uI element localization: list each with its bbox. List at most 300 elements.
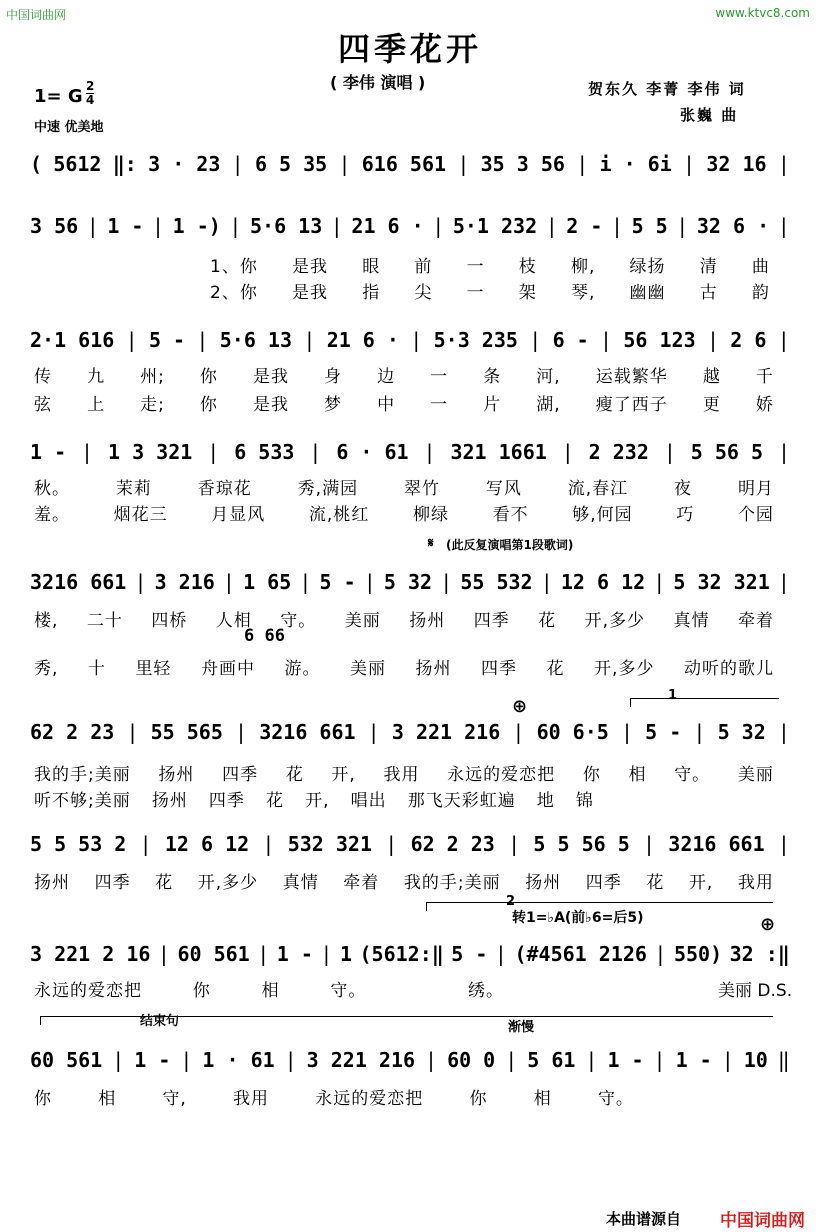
barline: | (494, 942, 507, 966)
lyric-word: 秀, (34, 659, 59, 679)
lyric-word: 扬州 (151, 791, 188, 811)
lyric-word: 九 (87, 367, 106, 387)
note-group: 56 123 (623, 328, 696, 352)
lyric-word: 楼, (34, 611, 59, 631)
barline: | (385, 832, 398, 856)
lyric-word: 秀,满园 (297, 479, 359, 499)
lyric-word: 里轻 (135, 659, 172, 679)
note-group: 3216 661 (668, 832, 765, 856)
lyric-word: 明月 (737, 479, 774, 499)
barline: | (505, 1048, 518, 1072)
lyric-word: 上 (87, 395, 106, 415)
note-group: 35 3 56 (480, 152, 565, 176)
lyric-line-verse2 (34, 654, 774, 679)
lyric-word: 四季 (208, 791, 245, 811)
lyric-word: 扬州 (409, 611, 446, 631)
lyric-word: 流,桃红 (308, 505, 370, 525)
note-group: 3216 661 (30, 570, 127, 594)
lyric-word: 地 (536, 791, 555, 811)
note-group: 3 221 2 16 (30, 942, 151, 966)
barline: | (777, 214, 790, 238)
lyric-word: 一 (466, 257, 485, 277)
note-group: 3 221 216 (306, 1048, 416, 1072)
lyric-word: 绿扬 (629, 257, 666, 277)
lyric-word: 翠竹 (403, 479, 440, 499)
lyric-word: 锦 (575, 791, 594, 811)
barline: | (320, 942, 333, 966)
lyric-word: 花 (646, 873, 665, 893)
lyric-word: 河, (536, 367, 561, 387)
lyric-word: 秋。 (34, 479, 70, 499)
notation-system-7 (30, 832, 790, 856)
lyric-word: 越 (702, 367, 721, 387)
lyric-word: 十 (87, 659, 106, 679)
source-label: 本曲谱源自 (606, 1210, 682, 1228)
lyric-word: 舟画中 (200, 659, 255, 679)
singer-credit: ( 李伟 演唱 ) (330, 73, 426, 92)
barline: | (706, 328, 719, 352)
lyric-word: 守。 (330, 981, 367, 1001)
lyric-word: 巧 (676, 505, 695, 525)
note-group: (5612:‖ (359, 942, 444, 966)
lyric-word: 那飞天彩虹遍 (407, 791, 516, 811)
lyric-line-verse2 (34, 390, 774, 415)
lyric-word: 守。 (280, 611, 317, 631)
barline: | (512, 720, 525, 744)
lyric-word: 边 (377, 367, 396, 387)
lyric-word: 流,春江 (567, 479, 629, 499)
lyric-word: 你 (199, 395, 218, 415)
barline: | (777, 440, 790, 464)
note-group: 60 561 (177, 942, 250, 966)
lyric-line-verse1 (34, 760, 774, 785)
barline: | (309, 440, 322, 464)
lyric-word: 花 (538, 611, 557, 631)
barline: | (610, 214, 624, 238)
lyric-word: 我用 (383, 765, 420, 785)
lyric-word: 开, (305, 791, 330, 811)
lyric-word: 更 (702, 395, 721, 415)
tempo-marking: 中速 优美地 (34, 120, 104, 135)
lyric-word: 扬州 (158, 765, 195, 785)
note-group: 60 561 (30, 1048, 103, 1072)
lyric-word: 花 (266, 791, 285, 811)
notation-system-9 (30, 1048, 790, 1072)
barline: | (231, 152, 244, 176)
lyric-word: 尖 (414, 283, 433, 303)
lyric-word: 扬州 (34, 873, 70, 893)
note-group: 2 232 (588, 440, 649, 464)
lyric-word: 唱出 (350, 791, 387, 811)
note-group: 5·6 13 (219, 328, 293, 352)
lyric-word: 眼 (362, 257, 381, 277)
notation-system-5 (30, 570, 790, 594)
barline: | (112, 1048, 125, 1072)
lyric-word: 我用 (737, 873, 774, 893)
lyric-word: 守。 (674, 765, 711, 785)
lyric-word: 你 (34, 1089, 52, 1109)
note-group: 1 · 61 (202, 1048, 275, 1072)
note-group: 1 - (107, 214, 144, 238)
notation-system-8 (30, 942, 790, 966)
lyric-word: 片 (483, 395, 502, 415)
note-group: 60 6·5 (536, 720, 609, 744)
lyric-word: 开,多少 (197, 873, 259, 893)
note-group: 2 - (566, 214, 603, 238)
ending-label: 结束句 (140, 1014, 180, 1029)
barline: | (693, 720, 706, 744)
time-signature (86, 80, 94, 107)
lyric-word: 架 (518, 283, 537, 303)
lyric-word: 月显风 (211, 505, 266, 525)
note-group: 5 61 (527, 1048, 576, 1072)
note-group: (#4561 2126 (514, 942, 647, 966)
ds-label: 美丽 D.S. (718, 981, 793, 1001)
time-signature-bottom: 4 (86, 93, 95, 107)
lyric-word: 美丽 (344, 611, 381, 631)
barline: | (86, 214, 99, 238)
coda-sign-1: ⊕ (512, 696, 528, 717)
lyric-word: 1、你 (210, 257, 258, 277)
notation-system-3 (30, 328, 790, 352)
note-group: 32 :‖ (729, 942, 790, 966)
volta-2-label: 2 (506, 894, 516, 909)
notation-system-1 (30, 152, 790, 176)
lyric-word: 人相 (215, 611, 252, 631)
note-group: 1 65 (243, 570, 292, 594)
lyric-word: 相 (533, 1089, 552, 1109)
lyric-word: 古 (699, 283, 718, 303)
note-group: 10 (743, 1048, 768, 1072)
lyric-word: 我的手;美丽 (34, 765, 131, 785)
note-group: 3 56 (30, 214, 79, 238)
lyric-word: 永远的爱恋把 (34, 981, 142, 1001)
note-group: 3216 661 (259, 720, 356, 744)
watermark-right: www.ktvc8.com (715, 6, 810, 20)
lyric-word: 你 (469, 1089, 488, 1109)
note-group: 5612 (53, 152, 102, 176)
lyric-word: 开, (688, 873, 714, 893)
note-group: 62 2 23 (410, 832, 495, 856)
barline: | (529, 328, 542, 352)
barline: | (367, 720, 380, 744)
note-group: 2 6 (730, 328, 767, 352)
lyric-word: 中 (377, 395, 396, 415)
note-group: 21 6 · (351, 214, 424, 238)
barline: | (207, 440, 220, 464)
lyric-word: 枝 (518, 257, 537, 277)
note-group: 5 56 5 (690, 440, 764, 464)
repeat-note: (此反复演唱第1段歌词) (446, 538, 574, 552)
barline: | (721, 1048, 734, 1072)
time-signature-top: 2 (86, 79, 95, 93)
lyric-word: 二十 (86, 611, 123, 631)
barline: | (262, 832, 275, 856)
lyric-word: 香琼花 (197, 479, 252, 499)
coda-sign-2: ⊕ (760, 914, 776, 935)
note-group: 55 565 (150, 720, 223, 744)
lyricist-credit: 贺东久 李菁 李伟 词 (588, 80, 746, 98)
lyric-word: 烟花三 (113, 505, 168, 525)
barline: | (545, 214, 558, 238)
watermark-left: 中国词曲网 (6, 8, 67, 22)
lyric-word: 守, (162, 1089, 187, 1109)
lyric-word: 夜 (674, 479, 693, 499)
note-group: i · 6i (599, 152, 672, 176)
composer-credit: 张巍 曲 (680, 106, 739, 124)
lyric-word: 条 (483, 367, 502, 387)
key-signature: 1= G (34, 86, 83, 107)
segno-sign: 𝄋 (428, 536, 434, 551)
source-site-link[interactable]: 中国词曲网 (720, 1211, 805, 1231)
lyric-word: 相 (98, 1089, 117, 1109)
barline: | (139, 832, 152, 856)
barline: | (338, 152, 351, 176)
lyric-word: 开, (331, 765, 356, 785)
lyric-word: 我的手;美丽 (403, 873, 501, 893)
note-group: 32 6 · (696, 214, 770, 238)
lyric-word: 相 (261, 981, 280, 1001)
lyric-word: 柳绿 (412, 505, 449, 525)
lyric-word: 写风 (485, 479, 522, 499)
barline: | (457, 152, 470, 176)
note-group: 5 32 (383, 570, 433, 594)
barline: | (777, 152, 790, 176)
lyric-word: 美丽 (349, 659, 386, 679)
lyric-word: 羞。 (34, 505, 70, 525)
barline: | (196, 328, 209, 352)
note-group: 1 - (30, 440, 67, 464)
lyric-word: 瘦了西子 (595, 395, 668, 415)
lyric-word: 牵着 (343, 873, 380, 893)
lyric-line-verse1 (210, 252, 770, 277)
lyric-word: 花 (546, 659, 565, 679)
lyric-word: 游。 (284, 659, 321, 679)
lyric-word: 州; (140, 367, 165, 387)
barline: | (126, 720, 139, 744)
barline: | (257, 942, 270, 966)
lyric-word: 娇 (755, 395, 774, 415)
lyric-word: 弦 (34, 395, 52, 415)
lyric-word: 开,多少 (594, 659, 655, 679)
note-group: 60 0 (447, 1048, 496, 1072)
lyric-word: 我用 (233, 1089, 270, 1109)
barline: | (540, 570, 553, 594)
lyric-word: 2、你 (210, 283, 258, 303)
lyric-word: 指 (362, 283, 381, 303)
lyric-word: 个园 (737, 505, 774, 525)
note-group: 5 - (319, 570, 356, 594)
barline: | (653, 570, 666, 594)
lyric-word: 传 (34, 367, 52, 387)
barline: | (284, 1048, 297, 1072)
note-group: 5·6 13 (249, 214, 323, 238)
lyric-word: 是我 (252, 395, 289, 415)
barline: | (152, 214, 165, 238)
lyric-word: 听不够;美丽 (34, 791, 131, 811)
barline: | (777, 570, 790, 594)
note-group: 6 · 61 (336, 440, 409, 464)
barline: | (654, 942, 667, 966)
lyric-word: 动听的歌儿 (683, 659, 774, 679)
note-group: 616 561 (361, 152, 447, 176)
lyric-word: 一 (466, 283, 485, 303)
volta-1-label: 1 (668, 688, 678, 703)
barline: | (134, 570, 147, 594)
barline: | (229, 214, 242, 238)
lyric-line-verse1 (34, 976, 504, 1001)
lyric-word: 绣。 (467, 981, 504, 1001)
lyric-word: 美丽 (737, 765, 774, 785)
lyric-line-verse2 (210, 278, 770, 303)
lyric-word: 你 (582, 765, 601, 785)
barline: | (222, 570, 235, 594)
lyric-word: 千 (755, 367, 774, 387)
note-group: 1 3 321 (108, 440, 193, 464)
volta-1-bracket (630, 698, 779, 707)
barline: ‖ (777, 1048, 790, 1072)
note-group: 1 (339, 942, 352, 966)
note-group: 1 -) (172, 214, 221, 238)
lyric-word: 是我 (292, 283, 329, 303)
notation-system-2 (30, 214, 790, 238)
lyric-word: 你 (192, 981, 211, 1001)
lyric-word: 真情 (673, 611, 710, 631)
note-group: 321 1661 (450, 440, 547, 464)
lyric-word: 永远的爱恋把 (315, 1089, 424, 1109)
note-group: 1 - (607, 1048, 644, 1072)
lyric-word: 花 (285, 765, 304, 785)
note-group: 6 5 35 (254, 152, 328, 176)
lyric-word: 扬州 (415, 659, 452, 679)
note-group: 5 32 321 (673, 570, 770, 594)
lyric-line-verse1 (34, 868, 774, 893)
lyric-line-verse2 (34, 786, 594, 811)
note-group: 5 - (148, 328, 186, 352)
lyric-line-verse1 (34, 362, 774, 387)
alt-notes: 6 66 (244, 626, 285, 646)
note-group: 3 221 216 (391, 720, 501, 744)
barline: | (180, 1048, 193, 1072)
barline: | (576, 152, 589, 176)
barline: | (303, 328, 316, 352)
lyric-word: 是我 (252, 367, 289, 387)
barline: | (432, 214, 445, 238)
barline: | (423, 440, 436, 464)
lyric-word: 够,何园 (572, 505, 633, 525)
note-group: 6 - (552, 328, 589, 352)
barline: | (585, 1048, 598, 1072)
lyric-word: 走; (140, 395, 165, 415)
lyric-word: 茉莉 (115, 479, 152, 499)
modulation-note: 转1=♭A(前♭6=后5) (512, 910, 644, 926)
lyric-word: 一 (430, 367, 449, 387)
note-group: 21 6 · (326, 328, 399, 352)
note-group: 5 - (451, 942, 488, 966)
note-group: ( (30, 152, 43, 176)
lyric-word: 真情 (282, 873, 319, 893)
lyric-word: 四桥 (151, 611, 188, 631)
note-group: 5 5 53 2 (30, 832, 127, 856)
barline: | (676, 214, 689, 238)
rit-label: 渐慢 (508, 1020, 535, 1035)
lyric-word: 清 (699, 257, 718, 277)
lyric-word: 前 (414, 257, 433, 277)
barline: | (425, 1048, 438, 1072)
lyric-line-verse1 (34, 606, 774, 631)
barline: | (157, 942, 170, 966)
lyric-word: 四季 (481, 659, 518, 679)
lyric-line-verse1 (34, 1084, 634, 1109)
lyric-word: 四季 (222, 765, 259, 785)
barline: | (653, 1048, 666, 1072)
note-group: 12 6 12 (164, 832, 250, 856)
barline: | (508, 832, 521, 856)
barline: | (299, 570, 312, 594)
lyric-word: 韵 (751, 283, 770, 303)
barline: | (683, 152, 696, 176)
lyric-word: 一 (430, 395, 449, 415)
lyric-line-verse1 (34, 474, 774, 499)
lyric-word: 牵着 (737, 611, 774, 631)
barline: | (235, 720, 248, 744)
note-group: 55 532 (460, 570, 533, 594)
barline: | (642, 832, 656, 856)
lyric-word: 柳, (570, 257, 596, 277)
barline: | (330, 214, 343, 238)
lyric-word: 是我 (292, 257, 329, 277)
note-group: 1 - (675, 1048, 712, 1072)
note-group: 5 32 (717, 720, 766, 744)
lyric-word: 湖, (536, 395, 561, 415)
note-group: ‖: (112, 152, 137, 176)
lyric-word: 四季 (94, 873, 131, 893)
note-group: 5·3 235 (433, 328, 518, 352)
note-group: 1 - (276, 942, 313, 966)
barline: | (777, 832, 790, 856)
lyric-word: 看不 (492, 505, 529, 525)
lyric-line-verse2 (34, 500, 774, 525)
note-group: 5 5 56 5 (533, 832, 630, 856)
notation-system-6 (30, 720, 790, 744)
barline: | (777, 328, 790, 352)
note-group: 62 2 23 (30, 720, 115, 744)
lyric-word: 琴, (570, 283, 596, 303)
barline: | (125, 328, 138, 352)
note-group: 5·1 232 (452, 214, 538, 238)
note-group: 5 5 (631, 214, 668, 238)
note-group: 3 · 23 (148, 152, 221, 176)
note-group: 32 16 (706, 152, 767, 176)
lyric-word: 永远的爱恋把 (447, 765, 556, 785)
note-group: 550) (673, 942, 723, 966)
barline: | (81, 440, 94, 464)
lyric-word: 守。 (597, 1089, 634, 1109)
notation-system-4 (30, 440, 790, 464)
lyric-word: 身 (324, 367, 343, 387)
barline: | (663, 440, 676, 464)
barline: | (777, 720, 790, 744)
song-title: 四季花开 (337, 30, 482, 68)
note-group: 5 - (645, 720, 682, 744)
lyric-word: 相 (628, 765, 647, 785)
note-group: 3 216 (154, 570, 215, 594)
lyric-word: 花 (155, 873, 174, 893)
lyric-word: 四季 (585, 873, 622, 893)
lyric-word: 四季 (473, 611, 510, 631)
lyric-word: 幽幽 (629, 283, 666, 303)
lyric-word: 扬州 (525, 873, 562, 893)
